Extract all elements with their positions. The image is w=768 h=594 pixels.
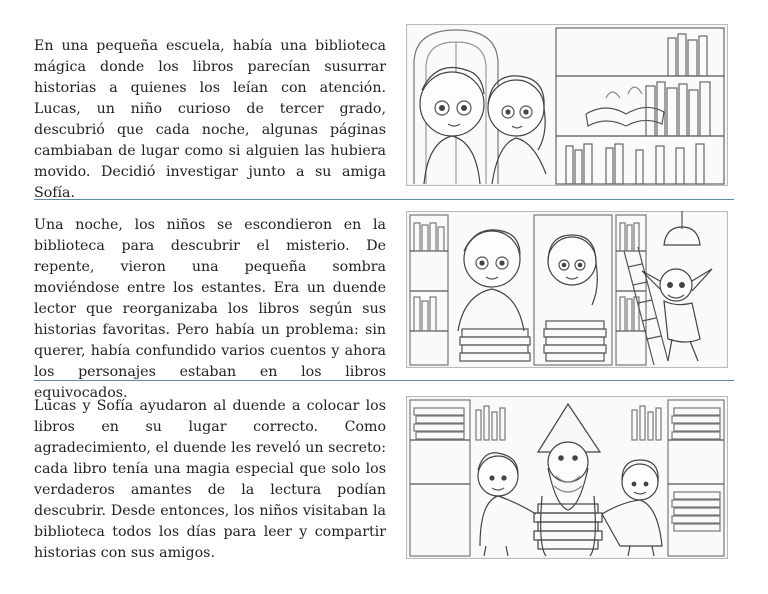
section-3-illustration <box>406 396 728 559</box>
children-peeking-sketch <box>406 24 728 186</box>
section-2-illustration <box>406 211 728 368</box>
story-section-2 <box>0 201 768 401</box>
section-1-text: En una pequeña escuela, había una biblioteca mágica donde los libros parecían susurrar historias a quienes los leían con atención. Lucas, un niño curioso de tercer grado, descubrió que cada noche, algunas páginas cambiaban de lugar como si alguien las hubiera movido. Decidió investigar junto a su amiga Sofía. <box>34 38 386 201</box>
section-divider-2 <box>34 380 734 381</box>
section-3-text: Lucas y Sofía ayudaron al duende a colocar los libros en su lugar correcto. Como agradecimiento, el duende les reveló un secreto: cada libro tenía una magia especial que solo los verdaderos amantes de la lectura podían descubrir. Desde entonces, los niños visitaban la biblioteca todos los días para leer y compartir historias con sus amigos. <box>34 398 386 561</box>
section-1-illustration <box>406 24 728 186</box>
story-section-3 <box>0 382 768 594</box>
goblin-library-sketch <box>406 211 728 368</box>
section-divider-1 <box>34 199 734 200</box>
section-2-text: Una noche, los niños se escondieron en la biblioteca para descubrir el misterio. De repente, vieron una pequeña sombra moviéndose entre los estantes. Era un duende lector que reorganizaba los libros según sus historias favoritas. Pero había un problema: sin querer, había confundido varios cuentos y ahora los personajes estaban en los libros equivocados. <box>34 217 386 401</box>
story-section-1 <box>0 0 768 200</box>
gnome-and-children-sketch <box>406 396 728 559</box>
